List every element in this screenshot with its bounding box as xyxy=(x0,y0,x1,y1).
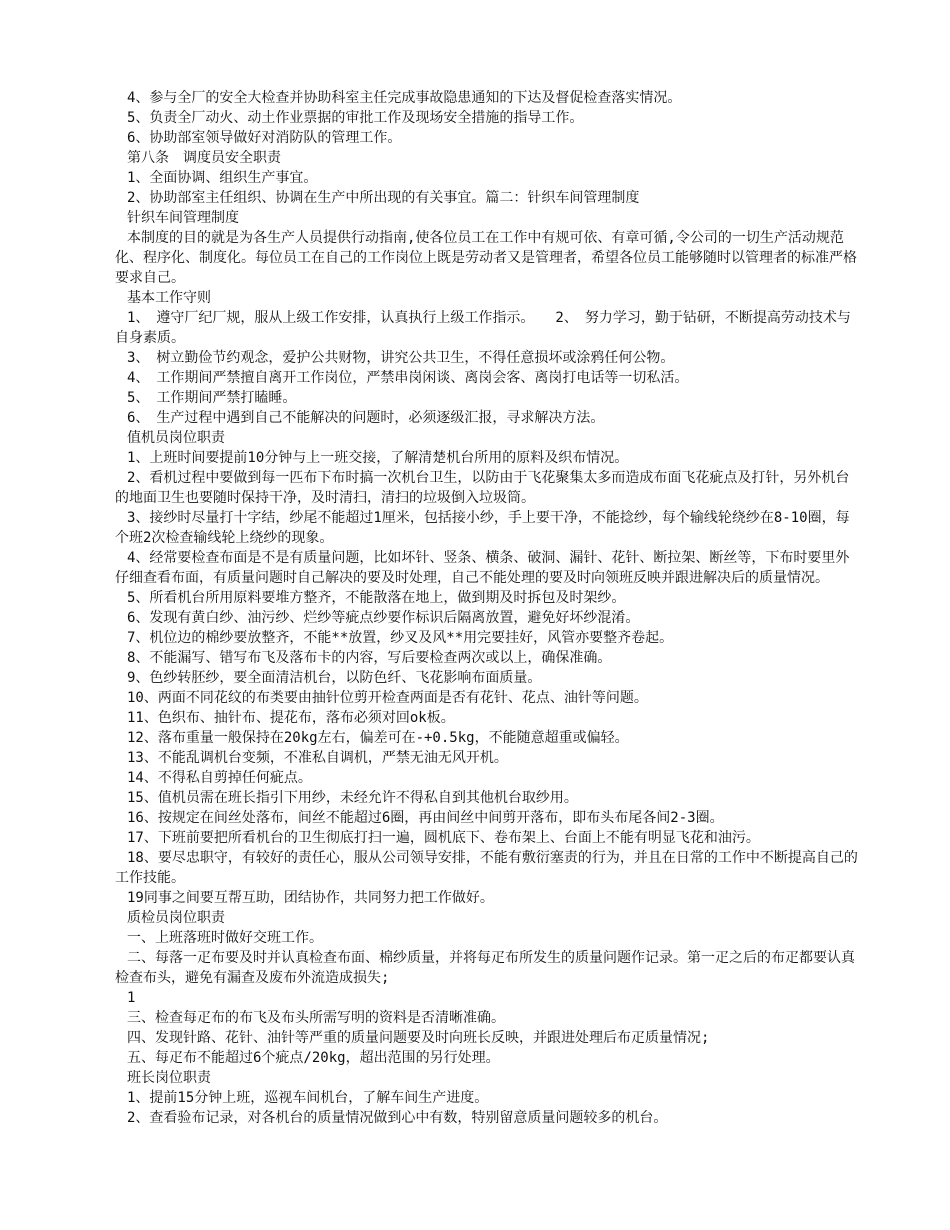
section-heading: 值机员岗位职责 xyxy=(127,430,225,446)
section-heading: 基本工作守则 xyxy=(127,290,211,306)
paragraph: 6、 生产过程中遇到自己不能解决的问题时，必须逐级汇报，寻求解决方法。 xyxy=(127,410,605,426)
paragraph: 三、检查每疋布的布飞及布头所需写明的资料是否清晰准确。 xyxy=(127,1010,505,1026)
paragraph: 2、协助部室主任组织、协调在生产中所出现的有关事宜。篇二：针织车间管理制度 xyxy=(127,190,640,206)
paragraph: 17、下班前要把所看机台的卫生彻底打扫一遍，圆机底下、卷布架上、台面上不能有明显飞花和油污。 xyxy=(127,830,760,846)
paragraph: 10、两面不同花纹的布类要由抽针位剪开检查两面是否有花针、花点、油针等问题。 xyxy=(127,690,648,706)
section-heading: 针织车间管理制度 xyxy=(127,210,239,226)
paragraph: 16、按规定在间丝处落布，间丝不能超过6圈，再由间丝中间剪开落布，即布头布尾各间2-3圈。 xyxy=(127,810,724,826)
paragraph: 19同事之间要互帮互助，团结协作，共同努力把工作做好。 xyxy=(127,890,494,906)
paragraph: 6、协助部室领导做好对消防队的管理工作。 xyxy=(127,130,402,146)
paragraph: 9、色纱转胚纱，要全面清洁机台，以防色纤、飞花影响布面质量。 xyxy=(127,670,542,686)
paragraph: 5、负责全厂动火、动土作业票据的审批工作及现场安全措施的指导工作。 xyxy=(127,110,584,126)
paragraph: 1、全面协调、组织生产事宜。 xyxy=(127,170,318,186)
paragraph: 一、上班落班时做好交班工作。 xyxy=(127,930,323,946)
paragraph: 11、色织布、抽针布、提花布，落布必须对回ok板。 xyxy=(127,710,455,726)
paragraph: 4、 工作期间严禁擅自离开工作岗位，严禁串岗闲谈、离岗会客、离岗打电话等一切私活。 xyxy=(127,370,689,386)
paragraph: 二、每落一疋布要及时并认真检查布面、棉纱质量，并将每疋布所发生的质量问题作记录。第一疋之后的布疋都要认真检查布头，避免有漏查及废布外流造成损失; xyxy=(115,950,855,986)
paragraph: 1、上班时间要提前10分钟与上一班交接，了解清楚机台所用的原料及织布情况。 xyxy=(127,450,629,466)
paragraph: 5、 工作期间严禁打瞌睡。 xyxy=(127,390,297,406)
paragraph: 15、值机员需在班长指引下用纱，未经允许不得私自到其他机台取纱用。 xyxy=(127,790,578,806)
paragraph: 1、提前15分钟上班，巡视车间机台，了解车间生产进度。 xyxy=(127,1090,489,1106)
paragraph: 本制度的目的就是为各生产人员提供行动指南,使各位员工在工作中有规可依、有章可循,令公司的一切生产活动规范化、程序化、制度化。每位员工在自己的工作岗位上既是劳动者又是管理者，希望各位员工能够随时以管理者的标准严格要求自己。 xyxy=(115,230,857,286)
paragraph: 四、发现针路、花针、油针等严重的质量问题要及时向班长反映，并跟进处理后布疋质量情况; xyxy=(127,1030,710,1046)
paragraph: 3、接纱时尽量打十字结，纱尾不能超过1厘米，包括接小纱，手上要干净，不能捻纱，每个输线轮绕纱在8-10圈，每个班2次检查输线轮上绕纱的现象。 xyxy=(115,510,850,546)
paragraph: 8、不能漏写、错写布飞及落布卡的内容，写后要检查两次或以上，确保准确。 xyxy=(127,650,612,666)
page-number: 1 xyxy=(127,990,136,1006)
document-page xyxy=(115,88,860,1128)
paragraph: 12、落布重量一般保持在20kg左右，偏差可在-+0.5kg，不能随意超重或偏轻。 xyxy=(127,730,629,746)
section-heading: 班长岗位职责 xyxy=(127,1070,211,1086)
paragraph: 13、不能乱调机台变频，不准私自调机，严禁无油无风开机。 xyxy=(127,750,508,766)
paragraph: 3、 树立勤俭节约观念，爱护公共财物，讲究公共卫生，不得任意损坏或涂鸦任何公物。 xyxy=(127,350,675,366)
paragraph: 2、查看验布记录，对各机台的质量情况做到心中有数，特别留意质量问题较多的机台。 xyxy=(127,1110,668,1126)
paragraph: 18、要尽忠职守，有较好的责任心，服从公司领导安排，不能有敷衍塞责的行为，并且在日常的工作中不断提高自己的工作技能。 xyxy=(115,850,858,886)
paragraph: 4、参与全厂的安全大检查并协助科室主任完成事故隐患通知的下达及督促检查落实情况。 xyxy=(127,90,682,106)
section-heading: 质检员岗位职责 xyxy=(127,910,225,926)
paragraph: 5、所看机台所用原料要堆方整齐，不能散落在地上，做到期及时拆包及时架纱。 xyxy=(127,590,626,606)
paragraph: 五、每疋布不能超过6个疵点/20kg，超出范围的另行处理。 xyxy=(127,1050,500,1066)
paragraph: 4、经常要检查布面是不是有质量问题，比如坏针、竖条、横条、破洞、漏针、花针、断拉架、断丝等，下布时要里外仔细查看布面，有质量问题时自己解决的要及时处理，自己不能处理的要及时向领班反映并跟进解决后的质量情况。 xyxy=(115,550,850,586)
paragraph: 1、 遵守厂纪厂规，服从上级工作安排，认真执行上级工作指示。 2、 努力学习，勤于钻研，不断提高劳动技术与自身素质。 xyxy=(115,310,851,346)
paragraph: 14、不得私自剪掉任何疵点。 xyxy=(127,770,312,786)
section-heading: 第八条 调度员安全职责 xyxy=(127,150,281,166)
paragraph: 2、看机过程中要做到每一匹布下布时搞一次机台卫生，以防由于飞花聚集太多而造成布面飞花疵点及打针，另外机台的地面卫生也要随时保持干净，及时清扫，清扫的垃圾倒入垃圾筒。 xyxy=(115,470,850,506)
paragraph: 7、机位边的棉纱要放整齐，不能**放置，纱叉及风**用完要挂好，风管亦要整齐卷起。 xyxy=(127,630,674,646)
paragraph: 6、发现有黄白纱、油污纱、烂纱等疵点纱要作标识后隔离放置，避免好坏纱混淆。 xyxy=(127,610,640,626)
